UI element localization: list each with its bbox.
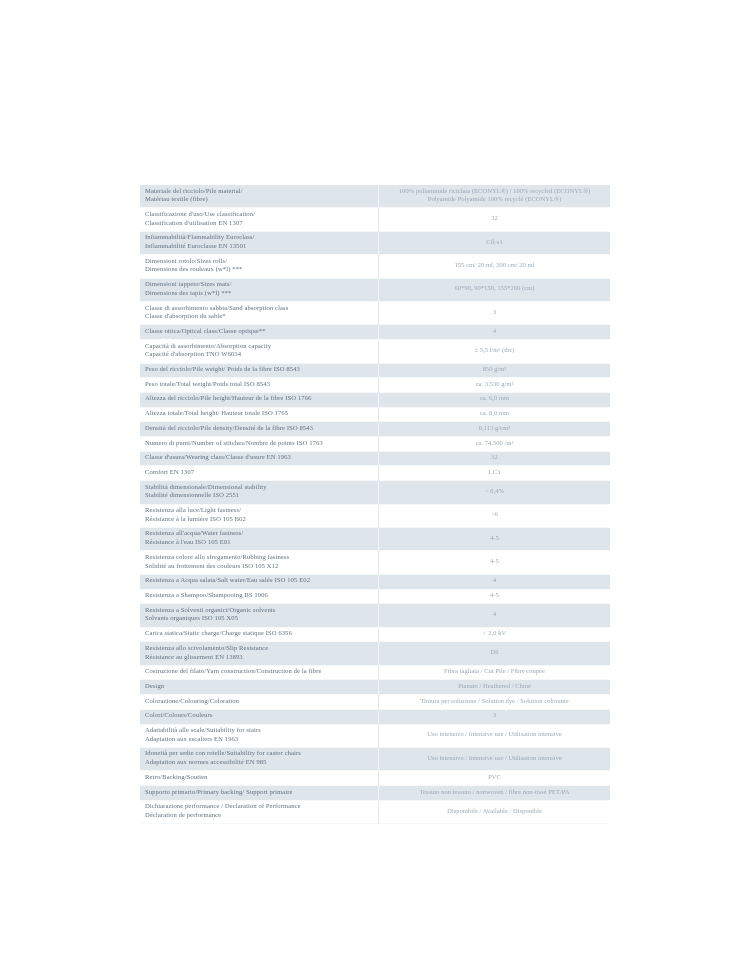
spec-value-cell: 4-5 — [379, 551, 611, 574]
table-row — [140, 642, 610, 665]
spec-value-cell: PVC — [379, 771, 611, 786]
spec-label-cell — [140, 665, 379, 680]
spec-value-cell: Uso intensivo / Intensive use / Utilisation intensive — [379, 724, 611, 747]
spec-value-cell: 4 — [379, 604, 611, 627]
table-row — [140, 451, 610, 466]
spec-value-cell: Fibra tagliata / Cut Pile / Fibre coupée — [379, 665, 611, 680]
table-row — [140, 504, 610, 527]
spec-value-cell: 4-5 — [379, 527, 611, 550]
table-row — [140, 208, 610, 231]
table-row — [140, 407, 610, 422]
spec-value-cell: LC3 — [379, 466, 611, 481]
table-row — [140, 278, 610, 301]
table-row — [140, 786, 610, 801]
spec-value-cell: 4-5 — [379, 589, 611, 604]
spec-label-line: Resistenza all'acqua/Water fastness/ — [145, 530, 244, 538]
spec-label-cell — [140, 481, 379, 504]
spec-label-cell — [140, 642, 379, 665]
spec-label-line: Classe d'absorption du sable* — [145, 313, 226, 321]
spec-label-cell — [140, 627, 379, 642]
spec-label-line: Resistenza alla luce/Light fastness/ — [145, 507, 242, 515]
spec-label-line: Adaptation aux escaliers EN 1963 — [145, 735, 239, 743]
table-row — [140, 724, 610, 747]
spec-label-cell — [140, 255, 379, 278]
table-row — [140, 481, 610, 504]
spec-value-cell: Disponibile / Available / Disponible — [379, 800, 611, 823]
spec-label-line: Adaptation aux normes accessibilité EN 985 — [145, 759, 267, 767]
spec-label-line: Comfort EN 1307 — [145, 468, 195, 476]
spec-label-cell — [140, 695, 379, 710]
spec-value-cell: ca. 74.500 /m² — [379, 437, 611, 452]
spec-label-line: Materiale del ricciolo/Pile material/ — [145, 187, 243, 195]
spec-label-line: Classificazione d'uso/Use classification/ — [145, 210, 256, 218]
spec-label-line: Dimensioni tappeto/Sizes mats/ — [145, 281, 232, 289]
spec-label-cell — [140, 466, 379, 481]
spec-label-line: Resistenza a Solventi organici/Organic solvents — [145, 606, 276, 614]
spec-label-cell — [140, 680, 379, 695]
spec-label-line: Résistance au glissement EN 13893 — [145, 653, 243, 661]
spec-label-line: Infiammabilità/Flammability Euroclass/ — [145, 234, 255, 242]
table-row — [140, 466, 610, 481]
spec-label-line: Colori/Colours/Couleurs — [145, 712, 213, 720]
table-row — [140, 231, 610, 254]
spec-value-cell: 4 — [379, 574, 611, 589]
spec-label-line: Retro/Backing/Soutien — [145, 773, 208, 781]
table-row — [140, 363, 610, 378]
spec-label-cell — [140, 709, 379, 724]
spec-value-cell: 3 — [379, 709, 611, 724]
spec-value-cell: Pianato / Heathered / Chiné — [379, 680, 611, 695]
table-row — [140, 695, 610, 710]
spec-label-cell — [140, 574, 379, 589]
spec-label-line: Resistenza a Shampoo/Shampooing BS 1006 — [145, 592, 268, 599]
spec-label-line: Résistance à l'eau ISO 105 E01 — [145, 539, 231, 547]
product-spec-table — [140, 185, 610, 824]
spec-label-line: Carica statica/Static charge/Charge statique ISO 6356 — [145, 630, 292, 638]
spec-label-line: Capacità di assorbimento/Absorption capacity — [145, 342, 272, 350]
spec-label-line: Resistenza allo scivolamento/Slip Resistance — [145, 644, 269, 652]
spec-label-line: Déclaration de performance — [145, 811, 222, 819]
spec-label-line: Costruzione del filato/Yarn construction/Construction de la fibre — [145, 668, 322, 676]
table-row — [140, 771, 610, 786]
spec-label-line: Stabilità dimensionale/Dimensional stability — [145, 483, 267, 491]
spec-label-cell — [140, 231, 379, 254]
spec-label-cell — [140, 325, 379, 340]
table-row — [140, 800, 610, 823]
spec-value-cell: 4 — [379, 325, 611, 340]
spec-value-cell: 0,113 g/cm³ — [379, 422, 611, 437]
spec-label-line: Peso del ricciolo/Pile weight/ Poids de la fibre ISO 8543 — [145, 366, 300, 374]
table-row — [140, 574, 610, 589]
spec-label-cell — [140, 278, 379, 301]
table-row — [140, 709, 610, 724]
spec-label-cell — [140, 363, 379, 378]
spec-label-cell — [140, 208, 379, 231]
table-row — [140, 392, 610, 407]
table-row — [140, 551, 610, 574]
spec-value-cell: < 0,4% — [379, 481, 611, 504]
spec-label-cell — [140, 724, 379, 747]
table-row — [140, 422, 610, 437]
table-row — [140, 747, 610, 770]
spec-label-line: Adattabilità alle scale/Suitability for stairs — [145, 727, 261, 735]
spec-label-line: Stabilité dimensionnelle ISO 2551 — [145, 492, 240, 500]
table-row — [140, 589, 610, 604]
spec-value-cell: ± 5,5 l/m² (tbc) — [379, 340, 611, 363]
spec-label-line: Colorazione/Colouring/Coloration — [145, 697, 240, 705]
spec-label-line: Resistenza colore allo sfregamento/Rubbing fastness — [145, 553, 290, 561]
spec-value-cell: ca. 6,0 mm — [379, 392, 611, 407]
spec-label-line: Altezza totale/Total height/ Hauteur totale ISO 1765 — [145, 410, 289, 418]
spec-value-cell: Tintura per soluzione / Solution dye / Solution colorante — [379, 695, 611, 710]
spec-label-line: Classe ottica/Optical class/Classe optique** — [145, 327, 266, 335]
spec-label-line: Supporto primario/Primary backing/ Support primaire — [145, 788, 293, 796]
spec-value-cell: 850 g/m² — [379, 363, 611, 378]
spec-label-line: Design — [145, 682, 165, 690]
spec-label-line: Matériau textile (fibre) — [145, 196, 208, 204]
table-row — [140, 325, 610, 340]
spec-label-line: Solidité au frottement des couleurs ISO 105 X12 — [145, 562, 279, 570]
spec-label-cell — [140, 392, 379, 407]
spec-label-cell — [140, 437, 379, 452]
table-row — [140, 627, 610, 642]
spec-label-line: Résistance à la lumière ISO 105 B02 — [145, 515, 246, 523]
spec-value-cell: >6 — [379, 504, 611, 527]
table-row — [140, 604, 610, 627]
table-row — [140, 527, 610, 550]
spec-label-cell — [140, 340, 379, 363]
table-row — [140, 302, 610, 325]
spec-value-cell: 100% poliammide riciclata (ECONYL®) / 100% recycled (ECONYL®) Polyamide Polyamide 100% recyclé (ECONYL®) — [379, 185, 611, 208]
spec-label-cell — [140, 451, 379, 466]
spec-label-cell — [140, 771, 379, 786]
spec-label-line: Dimensions des tapis (w*l) *** — [145, 289, 232, 297]
spec-label-line: Classification d'utilisation EN 1307 — [145, 219, 243, 227]
spec-value-cell: Cfl-s1 — [379, 231, 611, 254]
spec-label-cell — [140, 527, 379, 550]
table-row — [140, 680, 610, 695]
spec-label-cell — [140, 378, 379, 393]
spec-label-line: Altezza del ricciolo/Pile height/Hauteur de la fibre ISO 1766 — [145, 395, 312, 403]
table-row — [140, 437, 610, 452]
spec-label-line: Peso totale/Total weight/Poids total ISO 8543 — [145, 380, 271, 388]
spec-value-cell: 3 — [379, 302, 611, 325]
table-row — [140, 665, 610, 680]
spec-label-line: Numero di punti/Number of stitches/Nombre de points ISO 1763 — [145, 439, 323, 447]
spec-label-line: Dimensioni rotolo/Sizes rolls/ — [145, 257, 228, 265]
spec-value-cell: 32 — [379, 208, 611, 231]
spec-label-line: Dimensions des rouleaux (w*l) *** — [145, 266, 243, 274]
spec-label-cell — [140, 407, 379, 422]
table-row — [140, 340, 610, 363]
spec-label-cell — [140, 185, 379, 208]
spec-label-cell — [140, 589, 379, 604]
spec-label-cell — [140, 747, 379, 770]
spec-value-cell: Uso intensivo / Intensive use / Utilisation intensive — [379, 747, 611, 770]
spec-label-line: Idoneità per sedie con rotelle/Suitability for castor chairs — [145, 750, 301, 758]
spec-label-line: Classe d'usura/Wearing class/Classe d'usure EN 1963 — [145, 454, 291, 462]
spec-label-cell — [140, 551, 379, 574]
spec-value-cell: ca. 8,0 mm — [379, 407, 611, 422]
spec-value-cell: 32 — [379, 451, 611, 466]
spec-label-line: Resistenza a Acqua salata/Salt water/Eau salée ISO 105 E02 — [145, 577, 311, 585]
spec-label-line: Classe di assorbimento sabbia/Sand absorption class — [145, 304, 289, 312]
table-row — [140, 255, 610, 278]
spec-label-cell — [140, 504, 379, 527]
spec-value-cell: < 2,0 kV — [379, 627, 611, 642]
spec-label-line: Densità del ricciolo/Pile density/Densité de la fibre ISO 8543 — [145, 424, 314, 432]
spec-label-cell — [140, 604, 379, 627]
spec-label-cell — [140, 786, 379, 801]
spec-value-cell: ca. 3.530 g/m² — [379, 378, 611, 393]
spec-label-line: Dichiarazione performance / Declaration of Performance — [145, 803, 301, 811]
table-row — [140, 378, 610, 393]
spec-value-cell: Tessuto non tessuto / nonwoven / fibre non-tissé PET/PA — [379, 786, 611, 801]
spec-label-line: Solvants organiques ISO 105 X05 — [145, 615, 239, 623]
spec-value-cell: DS — [379, 642, 611, 665]
spec-label-cell — [140, 422, 379, 437]
spec-label-cell — [140, 800, 379, 823]
table-row — [140, 185, 610, 208]
spec-value-cell: 155 cm/ 20 ml, 200 cm/ 20 ml — [379, 255, 611, 278]
spec-label-cell — [140, 302, 379, 325]
spec-label-line: Capacité d'absorption TNO W6034 — [145, 351, 242, 359]
spec-label-line: Inflammabilité Euroclasse EN 13501 — [145, 243, 247, 251]
spec-value-cell: 60*90, 90*150, 155*200 (cm) — [379, 278, 611, 301]
spec-table-body — [140, 185, 610, 824]
